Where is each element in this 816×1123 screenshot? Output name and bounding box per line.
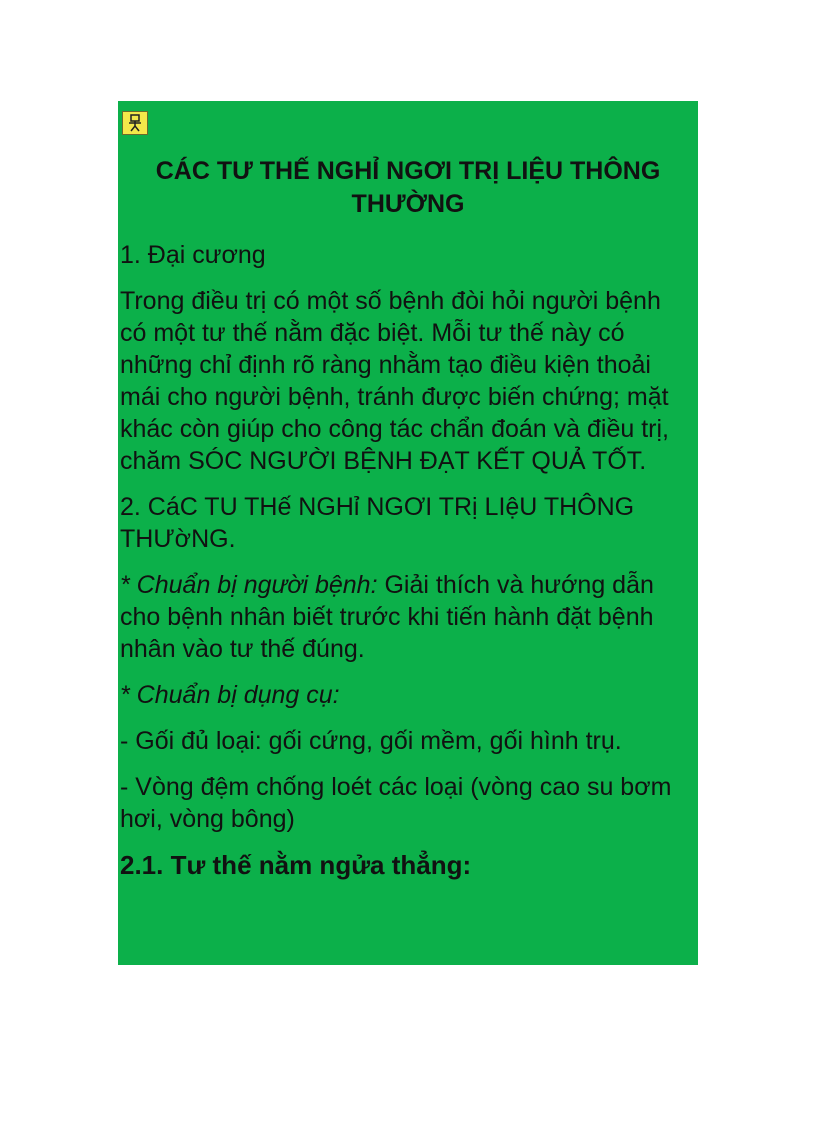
document-title: CÁC TƯ THẾ NGHỈ NGƠI TRỊ LIỆU THÔNG THƯỜNG [155,157,661,218]
document-slide [118,101,698,965]
figure-logo-icon [122,111,148,135]
section-1-paragraph: Trong điều trị có một số bệnh đòi hỏi người bệnh có một tư thế nằm đặc biệt. Mỗi tư thế này có những chỉ định rõ ràng nhằm tạo điều kiện thoải mái cho người bệnh, tránh được biến chứng; mặt khác còn giúp cho công tác chẩn đoán và điều trị, chăm SÓC NGƯỜI BỆNH ĐẠT KẾT QUẢ TỐT. [120,287,669,475]
tools-item-rings: - Vòng đệm chống loét các loại (vòng cao su bơm hơi, vòng bông) [120,773,672,833]
patient-preparation [120,569,694,665]
tools-item-pillows: - Gối đủ loại: gối cứng, gối mềm, gối hình trụ. [120,727,622,755]
section-2-heading: 2. CáC TU THế NGHỉ NGƠI TRị LIệU THÔNG THƯờNG. [120,493,635,553]
patient-preparation-text: Giải thích và hướng dẫn cho bệnh nhân biết trước khi tiến hành đặt bệnh nhân vào tư thế đúng. [120,571,654,663]
subsection-2-1-heading: 2.1. Tư thế nằm ngửa thẳng: [120,850,472,880]
patient-preparation-label: * Chuẩn bị người bệnh: [120,571,378,599]
section-1-heading: 1. Đại cương [120,241,266,269]
tools-preparation-label: * Chuẩn bị dụng cụ: [120,681,340,709]
document-body [120,239,694,895]
